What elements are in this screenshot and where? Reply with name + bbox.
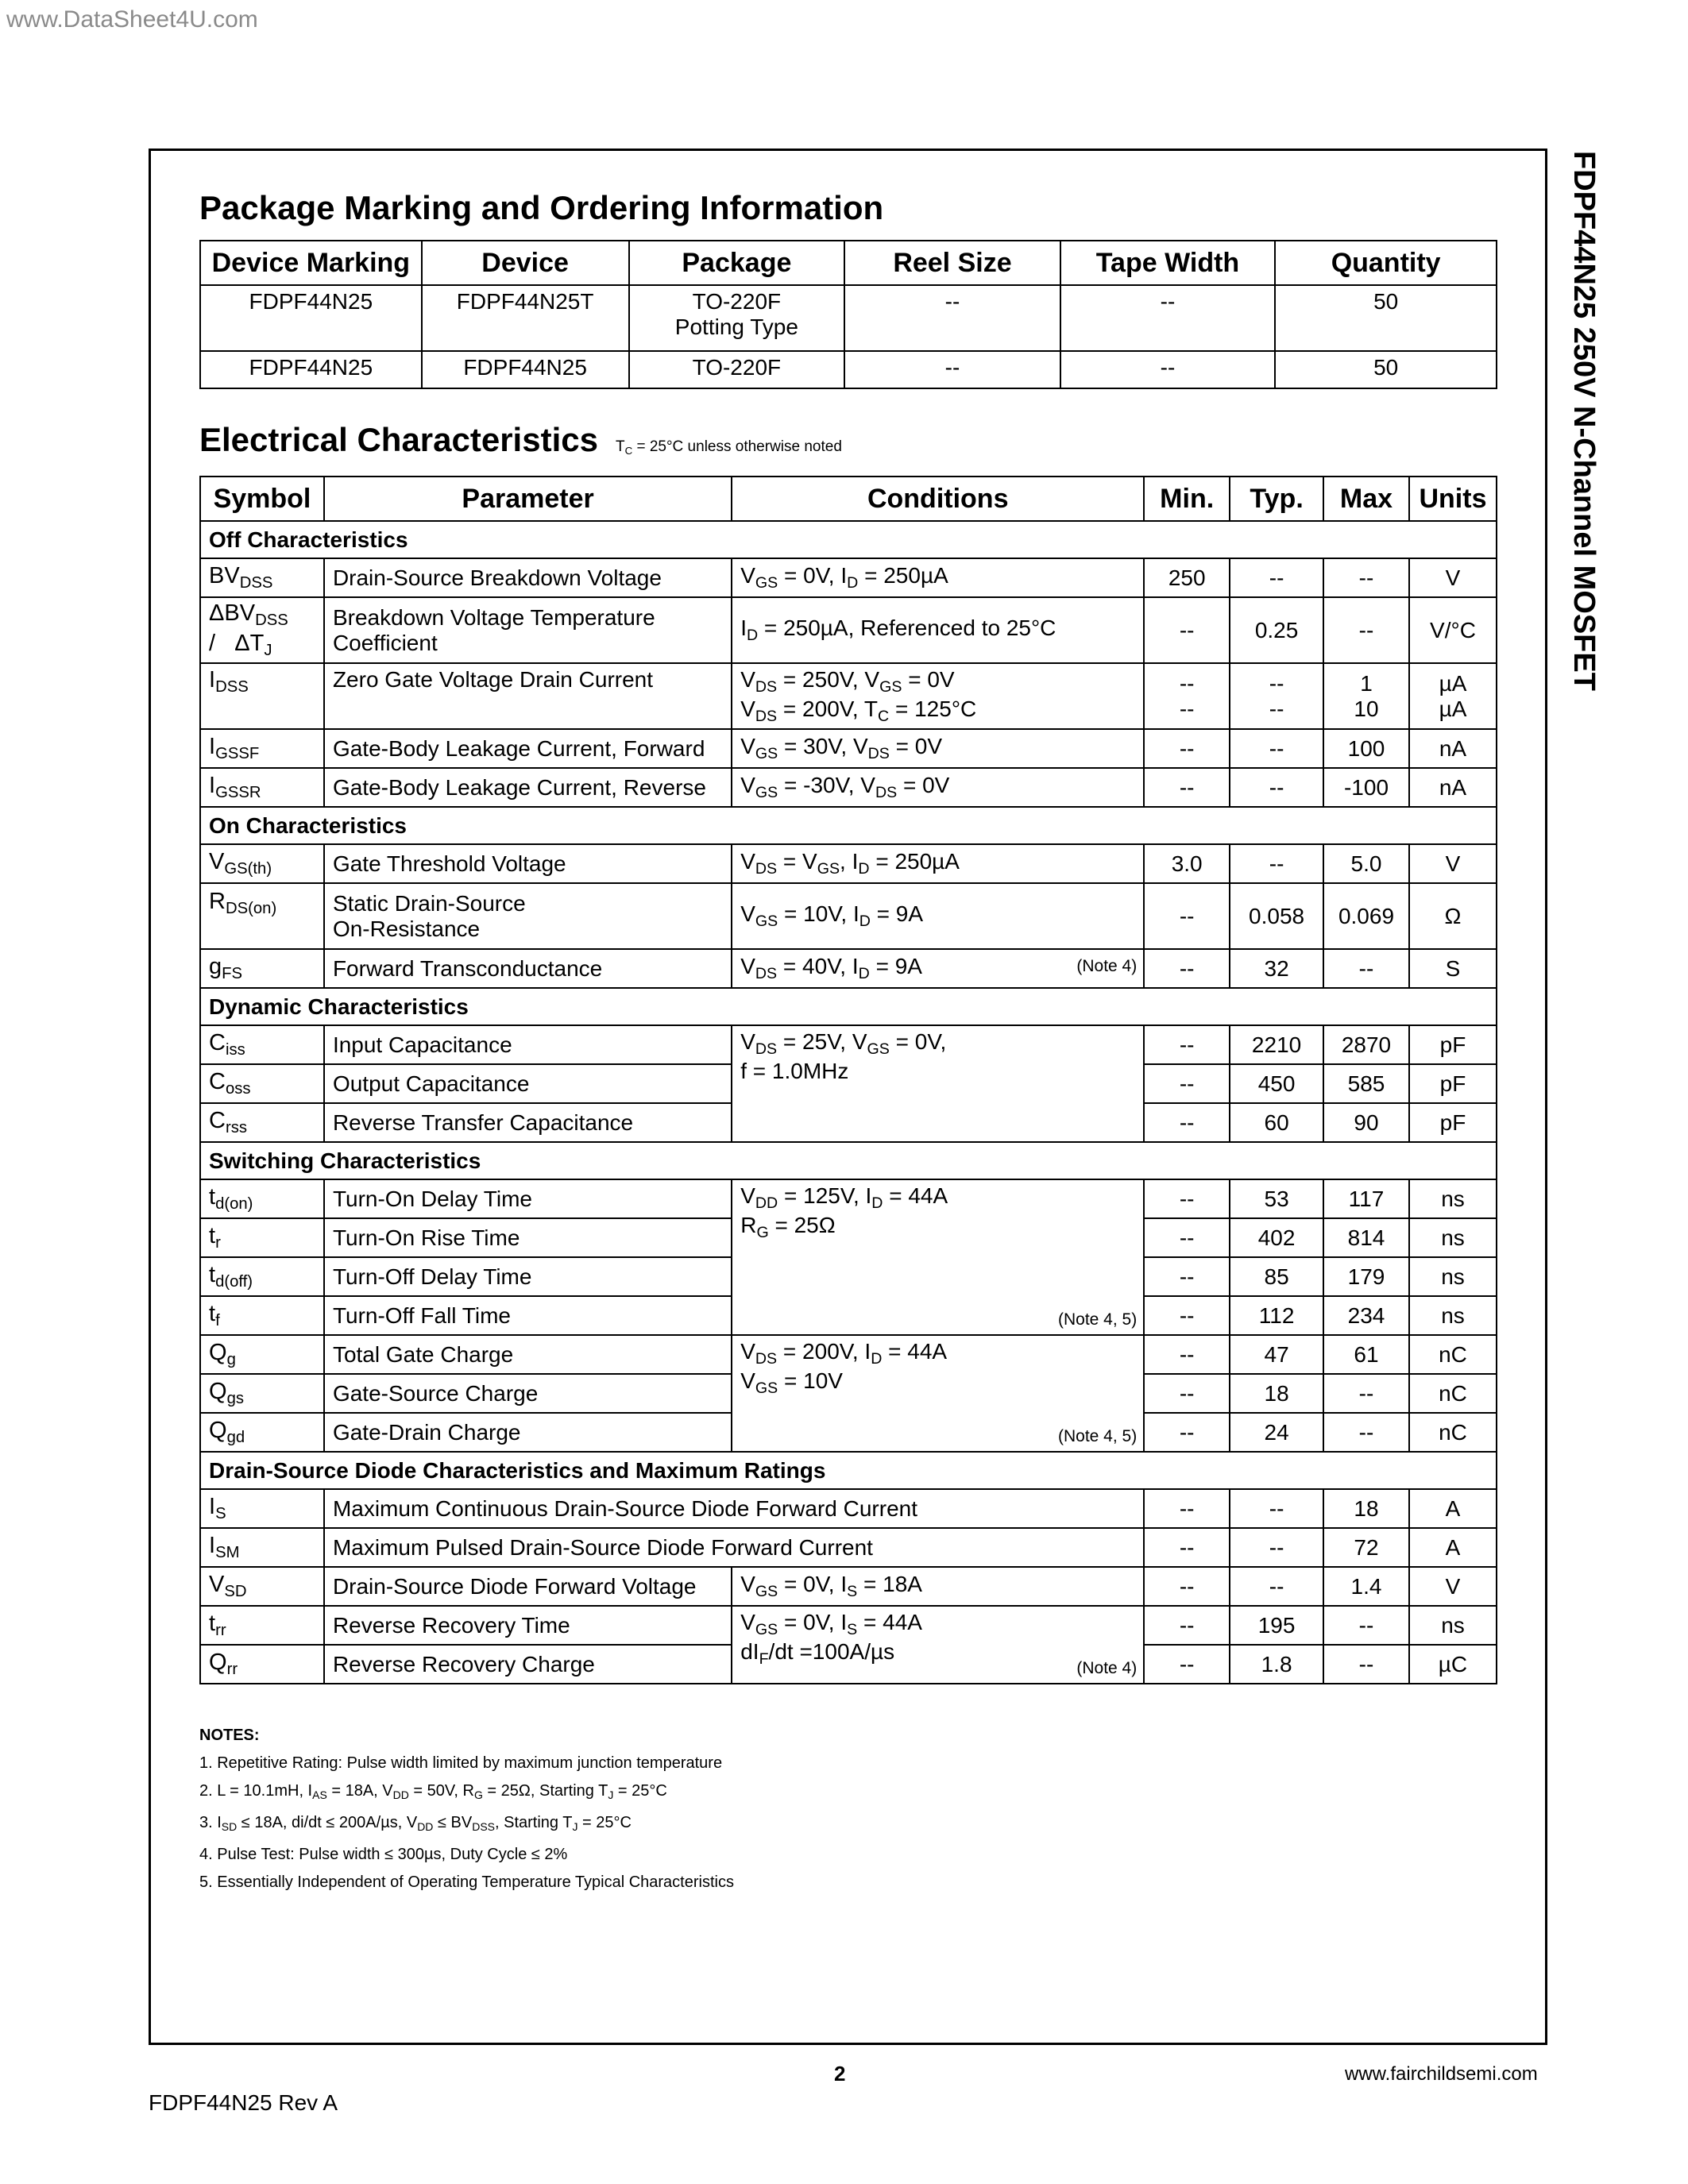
units: V xyxy=(1409,844,1497,883)
min: -- xyxy=(1144,729,1230,768)
table-row xyxy=(200,1567,1497,1606)
units: nA xyxy=(1409,729,1497,768)
conditions: $V_{DD} = 125V$, $I_D = 44A$ $R_G = 25\Omega$ (Note 4, 5) xyxy=(732,1179,1144,1335)
electrical-condition xyxy=(616,438,842,455)
electrical-title-text: Electrical Characteristics xyxy=(199,421,598,458)
cell: 50 xyxy=(1275,351,1497,388)
symbol: $I_{DSS}$ xyxy=(200,663,324,729)
parameter: Reverse Transfer Capacitance xyxy=(324,1103,732,1142)
parameter: Drain-Source Breakdown Voltage xyxy=(324,558,732,597)
note-item: 2. L = 10.1mH, $I_{AS} = 18A$, $V_{DD} = 50V$, $R_G = 25\Omega$, Starting $T_J = 25^\circ C$ xyxy=(199,1782,667,1802)
units: pF xyxy=(1409,1103,1497,1142)
units: ns xyxy=(1409,1218,1497,1257)
max: -- xyxy=(1323,1374,1409,1413)
max: 585 xyxy=(1323,1064,1409,1103)
typ: 47 xyxy=(1230,1335,1323,1374)
section-title: On Characteristics xyxy=(200,807,1497,844)
min: -- xyxy=(1144,1489,1230,1528)
typ: 1.8 xyxy=(1230,1645,1323,1684)
conditions: $V_{DS} = 250V$, $V_{GS} = 0V$ $V_{DS} = 200V$, $T_C = 125^\circ C$ xyxy=(732,663,1144,729)
cell: FDPF44N25 xyxy=(200,285,422,351)
parameter: Gate-Body Leakage Current, Forward xyxy=(324,729,732,768)
min: -- xyxy=(1144,1218,1230,1257)
table-row xyxy=(200,1179,1497,1218)
symbol: $C_{rss}$ xyxy=(200,1103,324,1142)
units: A xyxy=(1409,1489,1497,1528)
section-title: Off Characteristics xyxy=(200,521,1497,558)
units: S xyxy=(1409,949,1497,988)
units: pF xyxy=(1409,1025,1497,1064)
note-item: 3. $I_{SD} \le 18A$, di/dt ≤ 200A/µs, $V_{DD} \le BV_{DSS}$, Starting $T_J = 25^\circ C$ xyxy=(199,1814,632,1834)
value-line: 1 xyxy=(1360,670,1373,696)
conditions: $V_{GS} = -30V$, $V_{DS} = 0V$ xyxy=(732,768,1144,807)
min: -- xyxy=(1144,1413,1230,1452)
typ: -- xyxy=(1230,1489,1323,1528)
table-row xyxy=(200,597,1497,663)
section-row xyxy=(200,807,1497,844)
units: µC xyxy=(1409,1645,1497,1684)
parameter: Turn-Off Delay Time xyxy=(324,1257,732,1296)
typ: 112 xyxy=(1230,1296,1323,1335)
min: -- xyxy=(1144,1257,1230,1296)
parameter: Reverse Recovery Time xyxy=(324,1606,732,1645)
note-ref: (Note 4, 5) xyxy=(1058,1310,1138,1329)
min: -- xyxy=(1144,1064,1230,1103)
parameter xyxy=(324,883,732,949)
max xyxy=(1323,663,1409,729)
conditions: $I_D = 250\mu A$, Referenced to 25°C xyxy=(732,597,1144,663)
value-line: -- xyxy=(1269,670,1284,696)
min: -- xyxy=(1144,1374,1230,1413)
symbol: $Q_{gd}$ xyxy=(200,1413,324,1452)
units: nC xyxy=(1409,1413,1497,1452)
max: 61 xyxy=(1323,1335,1409,1374)
max: 2870 xyxy=(1323,1025,1409,1064)
table-row xyxy=(200,285,1497,351)
max: 90 xyxy=(1323,1103,1409,1142)
value-line: µA xyxy=(1439,696,1467,721)
electrical-table xyxy=(199,476,1497,1684)
conditions: $V_{DS} = 25V$, $V_{GS} = 0V$, f = 1.0MHz xyxy=(732,1025,1144,1142)
col-header: Parameter xyxy=(324,477,732,521)
symbol: $I_S$ xyxy=(200,1489,324,1528)
max: 814 xyxy=(1323,1218,1409,1257)
max: 5.0 xyxy=(1323,844,1409,883)
units: V/°C xyxy=(1409,597,1497,663)
conditions: $V_{GS} = 10V$, $I_D = 9A$ xyxy=(732,883,1144,949)
col-header: Device xyxy=(422,241,629,285)
col-header: Conditions xyxy=(732,477,1144,521)
max: 234 xyxy=(1323,1296,1409,1335)
parameter: Forward Transconductance xyxy=(324,949,732,988)
symbol: $C_{iss}$ xyxy=(200,1025,324,1064)
min: -- xyxy=(1144,597,1230,663)
symbol: $Q_{gs}$ xyxy=(200,1374,324,1413)
typ: 85 xyxy=(1230,1257,1323,1296)
units: ns xyxy=(1409,1179,1497,1218)
units: pF xyxy=(1409,1064,1497,1103)
table-row xyxy=(200,844,1497,883)
symbol: $Q_{rr}$ xyxy=(200,1645,324,1684)
watermark: www.DataSheet4U.com xyxy=(6,6,258,33)
units: nA xyxy=(1409,768,1497,807)
min: -- xyxy=(1144,1645,1230,1684)
typ: 18 xyxy=(1230,1374,1323,1413)
cell: TO-220F xyxy=(629,351,845,388)
symbol: $Q_g$ xyxy=(200,1335,324,1374)
typ: 0.058 xyxy=(1230,883,1323,949)
table-row xyxy=(200,1489,1497,1528)
min: -- xyxy=(1144,1606,1230,1645)
max: -- xyxy=(1323,949,1409,988)
symbol: $C_{oss}$ xyxy=(200,1064,324,1103)
max: 0.069 xyxy=(1323,883,1409,949)
parameter: Gate-Body Leakage Current, Reverse xyxy=(324,768,732,807)
min: 3.0 xyxy=(1144,844,1230,883)
typ: 0.25 xyxy=(1230,597,1323,663)
note-item: 1. Repetitive Rating: Pulse width limited by maximum junction temperature xyxy=(199,1754,723,1772)
cell: 50 xyxy=(1275,285,1497,351)
section-title: Switching Characteristics xyxy=(200,1142,1497,1179)
package-line: TO-220F xyxy=(692,289,782,314)
table-row xyxy=(200,1606,1497,1645)
table-row xyxy=(200,949,1497,988)
symbol: $V_{SD}$ xyxy=(200,1567,324,1606)
col-header: Reel Size xyxy=(844,241,1060,285)
symbol: $t_f$ xyxy=(200,1296,324,1335)
value-line: µA xyxy=(1439,670,1467,696)
col-header: Package xyxy=(629,241,845,285)
note-ref: (Note 4) xyxy=(1076,957,1138,975)
parameter: Turn-Off Fall Time xyxy=(324,1296,732,1335)
typ: -- xyxy=(1230,844,1323,883)
units: nC xyxy=(1409,1335,1497,1374)
parameter: Gate-Drain Charge xyxy=(324,1413,732,1452)
min: -- xyxy=(1144,883,1230,949)
section-title: Dynamic Characteristics xyxy=(200,988,1497,1025)
cond-t: T xyxy=(615,438,625,455)
note-ref: (Note 4) xyxy=(1076,1659,1138,1677)
section-row xyxy=(200,988,1497,1025)
parameter: Reverse Recovery Charge xyxy=(324,1645,732,1684)
symbol: $I_{SM}$ xyxy=(200,1528,324,1567)
note-item: 4. Pulse Test: Pulse width ≤ 300µs, Duty Cycle ≤ 2% xyxy=(199,1846,568,1864)
conditions: $V_{GS} = 30V$, $V_{DS} = 0V$ xyxy=(732,729,1144,768)
table-header-row xyxy=(200,477,1497,521)
cell: FDPF44N25T xyxy=(422,285,629,351)
electrical-section-title xyxy=(199,421,842,459)
parameter: Zero Gate Voltage Drain Current xyxy=(324,663,732,729)
typ: 60 xyxy=(1230,1103,1323,1142)
units: nC xyxy=(1409,1374,1497,1413)
max: -- xyxy=(1323,597,1409,663)
parameter: Turn-On Rise Time xyxy=(324,1218,732,1257)
max: 18 xyxy=(1323,1489,1409,1528)
value-line: -- xyxy=(1179,696,1195,721)
units: V xyxy=(1409,558,1497,597)
parameter: Maximum Pulsed Drain-Source Diode Forward Current xyxy=(324,1528,1144,1567)
parameter: Maximum Continuous Drain-Source Diode Forward Current xyxy=(324,1489,1144,1528)
min: -- xyxy=(1144,1025,1230,1064)
col-header: Max xyxy=(1323,477,1409,521)
typ: -- xyxy=(1230,1567,1323,1606)
units: A xyxy=(1409,1528,1497,1567)
cell: -- xyxy=(844,351,1060,388)
table-row xyxy=(200,1025,1497,1064)
section-row xyxy=(200,1142,1497,1179)
cell xyxy=(629,285,845,351)
col-header: Quantity xyxy=(1275,241,1497,285)
notes xyxy=(199,1722,734,1897)
min: -- xyxy=(1144,1296,1230,1335)
symbol: $\Delta BV_{DSS}$ / $\Delta T_J$ xyxy=(200,597,324,663)
max: 72 xyxy=(1323,1528,1409,1567)
typ: 195 xyxy=(1230,1606,1323,1645)
document-revision: FDPF44N25 Rev A xyxy=(149,2090,338,2115)
typ: 32 xyxy=(1230,949,1323,988)
symbol: $I_{GSSR}$ xyxy=(200,768,324,807)
typ: 450 xyxy=(1230,1064,1323,1103)
table-row xyxy=(200,663,1497,729)
min: -- xyxy=(1144,1179,1230,1218)
conditions: $V_{GS} = 0V$, $I_S = 18A$ xyxy=(732,1567,1144,1606)
symbol: $V_{GS(th)}$ xyxy=(200,844,324,883)
min: -- xyxy=(1144,1528,1230,1567)
max: 117 xyxy=(1323,1179,1409,1218)
typ: 2210 xyxy=(1230,1025,1323,1064)
table-row xyxy=(200,1335,1497,1374)
units: Ω xyxy=(1409,883,1497,949)
table-header-row xyxy=(200,241,1497,285)
side-title xyxy=(1561,151,1607,770)
max: -- xyxy=(1323,1606,1409,1645)
units: V xyxy=(1409,1567,1497,1606)
cond-rest: = 25°C unless otherwise noted xyxy=(632,438,842,455)
value-line: -- xyxy=(1269,696,1284,721)
max: 1.4 xyxy=(1323,1567,1409,1606)
col-header: Symbol xyxy=(200,477,324,521)
typ: -- xyxy=(1230,1528,1323,1567)
symbol: $R_{DS(on)}$ xyxy=(200,883,324,949)
typ: 402 xyxy=(1230,1218,1323,1257)
min: -- xyxy=(1144,1103,1230,1142)
conditions: $V_{GS} = 0V$, $I_D = 250\mu A$ xyxy=(732,558,1144,597)
package-line: Potting Type xyxy=(674,314,798,339)
parameter: Total Gate Charge xyxy=(324,1335,732,1374)
cell: -- xyxy=(844,285,1060,351)
table-row xyxy=(200,558,1497,597)
units: ns xyxy=(1409,1606,1497,1645)
col-header: Tape Width xyxy=(1060,241,1276,285)
max: -100 xyxy=(1323,768,1409,807)
table-row xyxy=(200,351,1497,388)
page-number: 2 xyxy=(834,2062,846,2086)
min xyxy=(1144,663,1230,729)
symbol: $g_{FS}$ xyxy=(200,949,324,988)
units xyxy=(1409,663,1497,729)
min: -- xyxy=(1144,768,1230,807)
parameter: Drain-Source Diode Forward Voltage xyxy=(324,1567,732,1606)
table-row xyxy=(200,1528,1497,1567)
parameter: Gate Threshold Voltage xyxy=(324,844,732,883)
table-row xyxy=(200,883,1497,949)
table-row xyxy=(200,768,1497,807)
cond-sub: C xyxy=(624,444,633,457)
value-line: -- xyxy=(1179,670,1195,696)
typ: -- xyxy=(1230,768,1323,807)
parameter-text: Static Drain-Source On-Resistance xyxy=(332,890,526,941)
section-title: Drain-Source Diode Characteristics and Maximum Ratings xyxy=(200,1452,1497,1489)
notes-title: NOTES: xyxy=(199,1727,260,1744)
col-header: Units xyxy=(1409,477,1497,521)
col-header: Typ. xyxy=(1230,477,1323,521)
side-title-text: FDPF44N25 250V N-Channel MOSFET xyxy=(1567,151,1601,691)
cell: -- xyxy=(1060,285,1276,351)
cell: FDPF44N25 xyxy=(422,351,629,388)
col-header: Min. xyxy=(1144,477,1230,521)
max: -- xyxy=(1323,1413,1409,1452)
symbol: $t_{d(off)}$ xyxy=(200,1257,324,1296)
section-row xyxy=(200,1452,1497,1489)
table-row xyxy=(200,729,1497,768)
typ: -- xyxy=(1230,729,1323,768)
symbol: $t_{rr}$ xyxy=(200,1606,324,1645)
package-table xyxy=(199,240,1497,389)
min: -- xyxy=(1144,1335,1230,1374)
min: -- xyxy=(1144,1567,1230,1606)
note-ref: (Note 4, 5) xyxy=(1058,1427,1138,1445)
parameter: Input Capacitance xyxy=(324,1025,732,1064)
col-header: Device Marking xyxy=(200,241,422,285)
typ xyxy=(1230,663,1323,729)
conditions: $V_{DS} = 200V$, $I_D = 44A$ $V_{GS} = 10V$ (Note 4, 5) xyxy=(732,1335,1144,1452)
conditions: $V_{GS} = 0V$, $I_S = 44A$ $dI_F/dt =100A/\mu s$ (Note 4) xyxy=(732,1606,1144,1684)
units: ns xyxy=(1409,1296,1497,1335)
symbol: $t_{d(on)}$ xyxy=(200,1179,324,1218)
max: -- xyxy=(1323,558,1409,597)
typ: -- xyxy=(1230,558,1323,597)
value-line: 10 xyxy=(1354,696,1379,721)
symbol: $I_{GSSF}$ xyxy=(200,729,324,768)
parameter: Output Capacitance xyxy=(324,1064,732,1103)
units: ns xyxy=(1409,1257,1497,1296)
note-item: 5. Essentially Independent of Operating Temperature Typical Characteristics xyxy=(199,1873,734,1892)
parameter: Turn-On Delay Time xyxy=(324,1179,732,1218)
typ: 53 xyxy=(1230,1179,1323,1218)
website-link[interactable]: www.fairchildsemi.com xyxy=(1345,2063,1538,2085)
cell: -- xyxy=(1060,351,1276,388)
max: -- xyxy=(1323,1645,1409,1684)
typ: 24 xyxy=(1230,1413,1323,1452)
symbol: $BV_{DSS}$ xyxy=(200,558,324,597)
section-row xyxy=(200,521,1497,558)
max: 179 xyxy=(1323,1257,1409,1296)
parameter: Breakdown Voltage Temperature Coefficient xyxy=(324,597,732,663)
conditions: $V_{DS} = V_{GS}$, $I_D = 250\mu A$ xyxy=(732,844,1144,883)
cell: FDPF44N25 xyxy=(200,351,422,388)
symbol: $t_r$ xyxy=(200,1218,324,1257)
package-section-title: Package Marking and Ordering Information xyxy=(199,189,884,226)
max: 100 xyxy=(1323,729,1409,768)
min: -- xyxy=(1144,949,1230,988)
conditions: $V_{DS} = 40V$, $I_D = 9A$ (Note 4) xyxy=(732,949,1144,988)
min: 250 xyxy=(1144,558,1230,597)
parameter: Gate-Source Charge xyxy=(324,1374,732,1413)
